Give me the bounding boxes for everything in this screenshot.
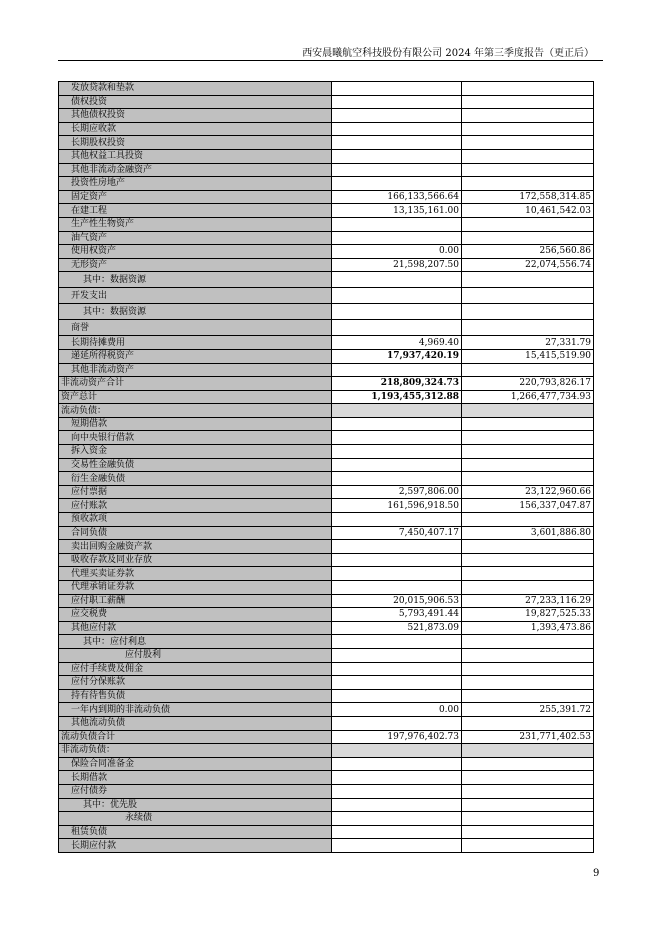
current-period-value bbox=[332, 272, 462, 288]
row-label: 使用权资产 bbox=[59, 245, 332, 259]
table-row bbox=[59, 431, 594, 445]
row-label: 递延所得税资产 bbox=[59, 349, 332, 363]
prior-period-value: 231,771,402.53 bbox=[462, 730, 594, 744]
current-period-value bbox=[332, 771, 462, 785]
table-row bbox=[59, 190, 594, 204]
prior-period-value bbox=[462, 458, 594, 472]
current-period-value: 1,193,455,312.88 bbox=[332, 390, 462, 404]
row-label: 应付票据 bbox=[59, 485, 332, 499]
table-row bbox=[59, 825, 594, 839]
prior-period-value: 19,827,525.33 bbox=[462, 608, 594, 622]
table-row bbox=[59, 703, 594, 717]
current-period-value: 0.00 bbox=[332, 703, 462, 717]
row-label: 投资性房地产 bbox=[59, 177, 332, 191]
row-label: 应付债券 bbox=[59, 784, 332, 798]
balance-sheet-table bbox=[58, 81, 594, 853]
prior-period-value bbox=[462, 177, 594, 191]
prior-period-value bbox=[462, 676, 594, 690]
table-row bbox=[59, 635, 594, 649]
row-label: 卖出回购金融资产款 bbox=[59, 540, 332, 554]
row-label: 生产性生物资产 bbox=[59, 217, 332, 231]
row-label: 其中：优先股 bbox=[59, 798, 332, 812]
current-period-value: 17,937,420.19 bbox=[332, 349, 462, 363]
current-period-value: 0.00 bbox=[332, 245, 462, 259]
table-row bbox=[59, 304, 594, 320]
prior-period-value bbox=[462, 217, 594, 231]
current-period-value bbox=[332, 784, 462, 798]
table-row bbox=[59, 581, 594, 595]
prior-period-value bbox=[462, 95, 594, 109]
prior-period-value bbox=[462, 109, 594, 123]
prior-period-value: 256,560.86 bbox=[462, 245, 594, 259]
prior-period-value: 10,461,542.03 bbox=[462, 204, 594, 218]
prior-period-value: 15,415,519.90 bbox=[462, 349, 594, 363]
page-number: 9 bbox=[593, 868, 600, 879]
row-label: 向中央银行借款 bbox=[59, 431, 332, 445]
table-row bbox=[59, 349, 594, 363]
row-label: 代理承销证券款 bbox=[59, 581, 332, 595]
prior-period-value bbox=[462, 82, 594, 96]
current-period-value bbox=[332, 136, 462, 150]
current-period-value: 20,015,906.53 bbox=[332, 594, 462, 608]
current-period-value bbox=[332, 716, 462, 730]
table-row bbox=[59, 136, 594, 150]
row-label: 资产总计 bbox=[59, 390, 332, 404]
table-row bbox=[59, 417, 594, 431]
row-label: 应付股利 bbox=[59, 648, 332, 662]
table-row bbox=[59, 540, 594, 554]
current-period-value bbox=[332, 839, 462, 853]
row-label: 合同负债 bbox=[59, 526, 332, 540]
row-label: 长期应付款 bbox=[59, 839, 332, 853]
table-row bbox=[59, 445, 594, 459]
row-label: 其他流动负债 bbox=[59, 716, 332, 730]
prior-period-value bbox=[462, 445, 594, 459]
row-label: 租赁负债 bbox=[59, 825, 332, 839]
current-period-value bbox=[332, 812, 462, 826]
table-row bbox=[59, 744, 594, 758]
table-row bbox=[59, 716, 594, 730]
table-row bbox=[59, 320, 594, 336]
row-label: 在建工程 bbox=[59, 204, 332, 218]
current-period-value bbox=[332, 404, 462, 418]
prior-period-value bbox=[462, 567, 594, 581]
table-row bbox=[59, 177, 594, 191]
current-period-value bbox=[332, 363, 462, 377]
table-row bbox=[59, 377, 594, 391]
row-label: 固定资产 bbox=[59, 190, 332, 204]
current-period-value bbox=[332, 149, 462, 163]
row-label: 非流动负债： bbox=[59, 744, 332, 758]
prior-period-value: 27,233,116.29 bbox=[462, 594, 594, 608]
row-label: 拆入资金 bbox=[59, 445, 332, 459]
current-period-value bbox=[332, 320, 462, 336]
current-period-value bbox=[332, 662, 462, 676]
current-period-value bbox=[332, 744, 462, 758]
table-row bbox=[59, 163, 594, 177]
current-period-value bbox=[332, 540, 462, 554]
current-period-value bbox=[332, 95, 462, 109]
table-row bbox=[59, 621, 594, 635]
current-period-value: 5,793,491.44 bbox=[332, 608, 462, 622]
row-label: 其中：应付利息 bbox=[59, 635, 332, 649]
current-period-value bbox=[332, 825, 462, 839]
row-label: 衍生金融负债 bbox=[59, 472, 332, 486]
current-period-value: 2,597,806.00 bbox=[332, 485, 462, 499]
table-row bbox=[59, 458, 594, 472]
current-period-value bbox=[332, 676, 462, 690]
table-row bbox=[59, 608, 594, 622]
prior-period-value bbox=[462, 689, 594, 703]
table-row bbox=[59, 499, 594, 513]
current-period-value bbox=[332, 567, 462, 581]
table-row bbox=[59, 149, 594, 163]
current-period-value bbox=[332, 217, 462, 231]
table-row bbox=[59, 204, 594, 218]
prior-period-value bbox=[462, 716, 594, 730]
current-period-value bbox=[332, 648, 462, 662]
prior-period-value bbox=[462, 662, 594, 676]
table-row bbox=[59, 231, 594, 245]
current-period-value bbox=[332, 82, 462, 96]
table-row bbox=[59, 526, 594, 540]
table-row bbox=[59, 567, 594, 581]
row-label: 吸收存款及同业存放 bbox=[59, 553, 332, 567]
current-period-value bbox=[332, 553, 462, 567]
row-label: 其他债权投资 bbox=[59, 109, 332, 123]
row-label: 代理买卖证券款 bbox=[59, 567, 332, 581]
row-label: 长期待摊费用 bbox=[59, 336, 332, 350]
prior-period-value: 156,337,047.87 bbox=[462, 499, 594, 513]
prior-period-value: 3,601,886.80 bbox=[462, 526, 594, 540]
prior-period-value bbox=[462, 320, 594, 336]
row-label: 短期借款 bbox=[59, 417, 332, 431]
table-row bbox=[59, 390, 594, 404]
prior-period-value bbox=[462, 648, 594, 662]
prior-period-value: 1,266,477,734.93 bbox=[462, 390, 594, 404]
row-label: 应付手续费及佣金 bbox=[59, 662, 332, 676]
prior-period-value bbox=[462, 553, 594, 567]
prior-period-value bbox=[462, 363, 594, 377]
row-label: 预收款项 bbox=[59, 513, 332, 527]
current-period-value bbox=[332, 231, 462, 245]
current-period-value bbox=[332, 757, 462, 771]
row-label: 流动负债： bbox=[59, 404, 332, 418]
prior-period-value bbox=[462, 784, 594, 798]
table-row bbox=[59, 472, 594, 486]
current-period-value: 21,598,207.50 bbox=[332, 258, 462, 272]
prior-period-value: 22,074,556.74 bbox=[462, 258, 594, 272]
prior-period-value bbox=[462, 404, 594, 418]
table-row bbox=[59, 513, 594, 527]
prior-period-value bbox=[462, 149, 594, 163]
current-period-value bbox=[332, 472, 462, 486]
row-label: 商誉 bbox=[59, 320, 332, 336]
table-row bbox=[59, 95, 594, 109]
current-period-value bbox=[332, 798, 462, 812]
prior-period-value: 23,122,960.66 bbox=[462, 485, 594, 499]
current-period-value: 4,969.40 bbox=[332, 336, 462, 350]
table-row bbox=[59, 245, 594, 259]
table-row bbox=[59, 662, 594, 676]
current-period-value bbox=[332, 513, 462, 527]
current-period-value bbox=[332, 417, 462, 431]
prior-period-value bbox=[462, 513, 594, 527]
row-label: 长期借款 bbox=[59, 771, 332, 785]
prior-period-value: 255,391.72 bbox=[462, 703, 594, 717]
row-label: 流动负债合计 bbox=[59, 730, 332, 744]
prior-period-value bbox=[462, 798, 594, 812]
current-period-value: 13,135,161.00 bbox=[332, 204, 462, 218]
table-row bbox=[59, 771, 594, 785]
current-period-value bbox=[332, 109, 462, 123]
current-period-value bbox=[332, 458, 462, 472]
row-label: 应付账款 bbox=[59, 499, 332, 513]
prior-period-value bbox=[462, 540, 594, 554]
prior-period-value bbox=[462, 472, 594, 486]
row-label: 应付职工薪酬 bbox=[59, 594, 332, 608]
current-period-value bbox=[332, 304, 462, 320]
row-label: 无形资产 bbox=[59, 258, 332, 272]
row-label: 应交税费 bbox=[59, 608, 332, 622]
row-label: 油气资产 bbox=[59, 231, 332, 245]
current-period-value bbox=[332, 635, 462, 649]
table-row bbox=[59, 798, 594, 812]
row-label: 非流动资产合计 bbox=[59, 377, 332, 391]
current-period-value bbox=[332, 163, 462, 177]
prior-period-value bbox=[462, 122, 594, 136]
current-period-value bbox=[332, 288, 462, 304]
current-period-value bbox=[332, 177, 462, 191]
header-rule bbox=[58, 60, 603, 61]
table-row bbox=[59, 363, 594, 377]
table-row bbox=[59, 272, 594, 288]
prior-period-value bbox=[462, 288, 594, 304]
row-label: 长期股权投资 bbox=[59, 136, 332, 150]
prior-period-value bbox=[462, 825, 594, 839]
table-row bbox=[59, 689, 594, 703]
table-row bbox=[59, 812, 594, 826]
current-period-value: 218,809,324.73 bbox=[332, 377, 462, 391]
prior-period-value bbox=[462, 744, 594, 758]
row-label: 其中：数据资源 bbox=[59, 304, 332, 320]
prior-period-value bbox=[462, 417, 594, 431]
row-label: 其他权益工具投资 bbox=[59, 149, 332, 163]
table-row bbox=[59, 594, 594, 608]
table-row bbox=[59, 730, 594, 744]
row-label: 交易性金融负债 bbox=[59, 458, 332, 472]
table-row bbox=[59, 676, 594, 690]
row-label: 其中：数据资源 bbox=[59, 272, 332, 288]
prior-period-value bbox=[462, 757, 594, 771]
table-row bbox=[59, 404, 594, 418]
current-period-value: 7,450,407.17 bbox=[332, 526, 462, 540]
table-row bbox=[59, 122, 594, 136]
row-label: 保险合同准备金 bbox=[59, 757, 332, 771]
table-row bbox=[59, 784, 594, 798]
table-row bbox=[59, 109, 594, 123]
table-row bbox=[59, 258, 594, 272]
table-row bbox=[59, 485, 594, 499]
table-row bbox=[59, 648, 594, 662]
prior-period-value bbox=[462, 581, 594, 595]
row-label: 其他非流动资产 bbox=[59, 363, 332, 377]
current-period-value bbox=[332, 581, 462, 595]
prior-period-value bbox=[462, 771, 594, 785]
prior-period-value bbox=[462, 839, 594, 853]
row-label: 其他非流动金融资产 bbox=[59, 163, 332, 177]
prior-period-value bbox=[462, 272, 594, 288]
prior-period-value: 172,558,314.85 bbox=[462, 190, 594, 204]
table-row bbox=[59, 288, 594, 304]
table-row bbox=[59, 82, 594, 96]
prior-period-value bbox=[462, 812, 594, 826]
row-label: 长期应收款 bbox=[59, 122, 332, 136]
row-label: 一年内到期的非流动负债 bbox=[59, 703, 332, 717]
table-row bbox=[59, 336, 594, 350]
prior-period-value bbox=[462, 635, 594, 649]
row-label: 债权投资 bbox=[59, 95, 332, 109]
row-label: 持有待售负债 bbox=[59, 689, 332, 703]
report-header-title: 西安晨曦航空科技股份有限公司 2024 年第三季度报告（更正后） bbox=[302, 48, 594, 59]
table-row bbox=[59, 839, 594, 853]
row-label: 开发支出 bbox=[59, 288, 332, 304]
prior-period-value bbox=[462, 304, 594, 320]
prior-period-value: 220,793,826.17 bbox=[462, 377, 594, 391]
current-period-value: 166,133,566.64 bbox=[332, 190, 462, 204]
table-row bbox=[59, 217, 594, 231]
current-period-value: 521,873.09 bbox=[332, 621, 462, 635]
current-period-value bbox=[332, 689, 462, 703]
prior-period-value bbox=[462, 231, 594, 245]
prior-period-value bbox=[462, 163, 594, 177]
table-row bbox=[59, 757, 594, 771]
table-row bbox=[59, 553, 594, 567]
prior-period-value: 1,393,473.86 bbox=[462, 621, 594, 635]
row-label: 其他应付款 bbox=[59, 621, 332, 635]
row-label: 永续债 bbox=[59, 812, 332, 826]
current-period-value: 161,596,918.50 bbox=[332, 499, 462, 513]
prior-period-value: 27,331.79 bbox=[462, 336, 594, 350]
prior-period-value bbox=[462, 136, 594, 150]
current-period-value bbox=[332, 122, 462, 136]
current-period-value bbox=[332, 445, 462, 459]
prior-period-value bbox=[462, 431, 594, 445]
row-label: 发放贷款和垫款 bbox=[59, 82, 332, 96]
current-period-value: 197,976,402.73 bbox=[332, 730, 462, 744]
current-period-value bbox=[332, 431, 462, 445]
row-label: 应付分保账款 bbox=[59, 676, 332, 690]
